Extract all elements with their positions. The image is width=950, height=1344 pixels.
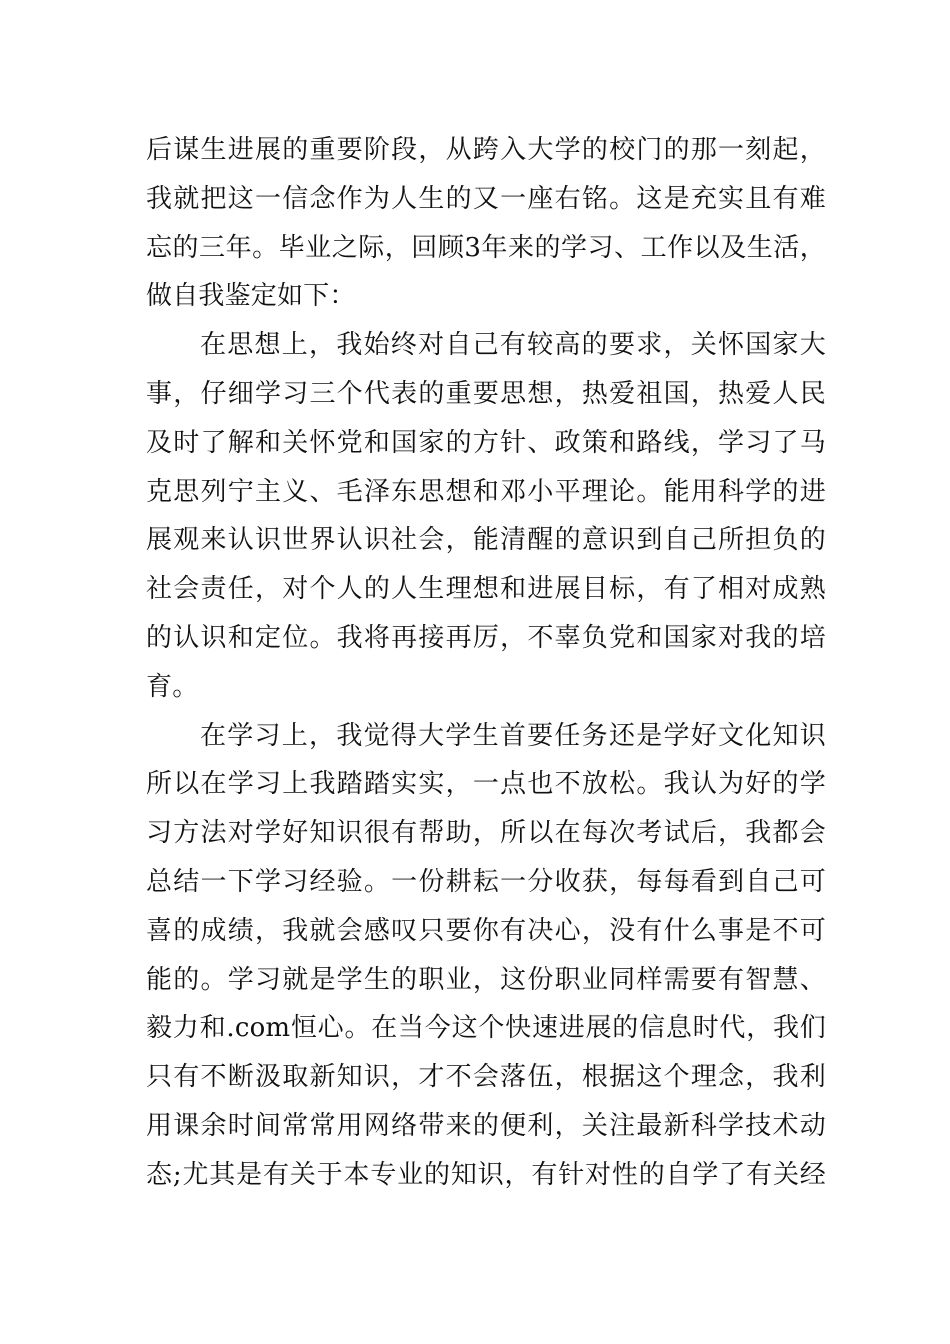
text-line: 后谋生进展的重要阶段，从跨入大学的校门的那一刻起，: [146, 135, 826, 165]
text-line: 喜的成绩，我就会感叹只要你有决心，没有什么事是不可: [146, 915, 826, 946]
paragraph-study: [146, 712, 826, 1200]
text-line: 用课余时间常常用网络带来的便利，关注最新科学技术动: [146, 1110, 826, 1141]
text-line: 习方法对学好知识很有帮助，所以在每次考试后，我都会: [146, 818, 826, 849]
text-line: 育。: [146, 671, 199, 702]
body-text: [146, 126, 826, 1200]
text-line: 的认识和定位。我将再接再厉，不辜负党和国家对我的培: [146, 622, 826, 653]
text-line: 在学习上，我觉得大学生首要任务还是学好文化知识: [200, 720, 826, 751]
text-line: 只有不断汲取新知识，才不会落伍，根据这个理念，我利: [146, 1062, 826, 1093]
text-line: 在思想上，我始终对自己有较高的要求，关怀国家大: [200, 330, 826, 361]
text-line: 所以在学习上我踏踏实实，一点也不放松。我认为好的学: [146, 769, 826, 800]
text-line: 事，仔细学习三个代表的重要思想，热爱祖国，热爱人民: [146, 378, 826, 409]
text-line: 及时了解和关怀党和国家的方针、政策和路线，学习了马: [146, 427, 826, 458]
text-line: 态;尤其是有关于本专业的知识，有针对性的自学了有关经: [146, 1159, 826, 1190]
paragraph-intro: [146, 126, 826, 321]
text-line: 能的。学习就是学生的职业，这份职业同样需要有智慧、: [146, 964, 826, 995]
text-line: 忘的三年。毕业之际，回顾3年来的学习、工作以及生活，: [146, 232, 826, 263]
paragraph-thought: [146, 321, 826, 711]
text-line: 毅力和.com恒心。在当今这个快速进展的信息时代，我们: [146, 1013, 826, 1044]
text-line: 克思列宁主义、毛泽东思想和邓小平理论。能用科学的进: [146, 476, 826, 507]
text-line: 社会责任，对个人的人生理想和进展目标，有了相对成熟: [146, 574, 826, 605]
text-line: 做自我鉴定如下：: [146, 281, 356, 312]
text-line: 总结一下学习经验。一份耕耘一分收获，每每看到自己可: [146, 866, 826, 897]
text-line: 我就把这一信念作为人生的又一座右铭。这是充实且有难: [146, 183, 826, 214]
text-line: 展观来认识世界认识社会，能清醒的意识到自己所担负的: [146, 525, 826, 556]
